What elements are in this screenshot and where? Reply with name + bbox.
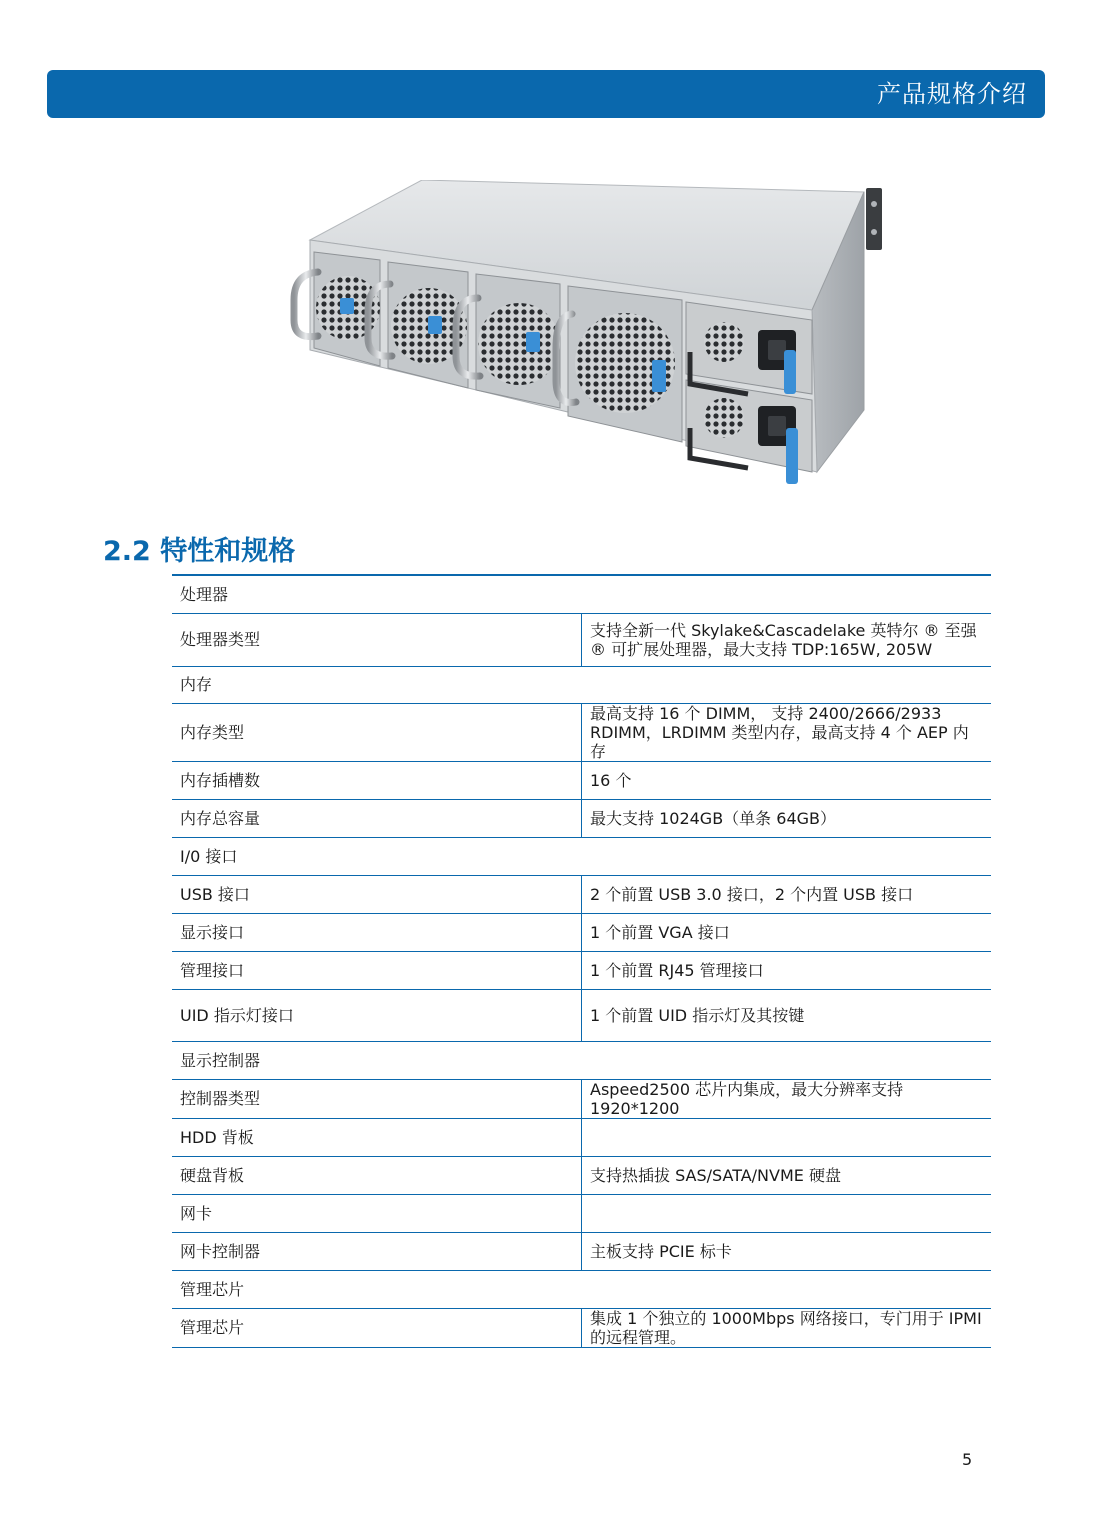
spec-label: UID 指示灯接口 bbox=[172, 989, 582, 1041]
spec-category-label: 处理器 bbox=[172, 576, 991, 613]
spec-label: 网卡控制器 bbox=[172, 1232, 582, 1270]
spec-category-label: 显示控制器 bbox=[172, 1041, 991, 1079]
spec-value: 支持热插拔 SAS/SATA/NVME 硬盘 bbox=[582, 1156, 992, 1194]
spec-row bbox=[172, 1194, 991, 1232]
spec-label: HDD 背板 bbox=[172, 1118, 582, 1156]
spec-value bbox=[582, 1194, 992, 1232]
spec-row bbox=[172, 703, 991, 761]
spec-value: 最大支持 1024GB（单条 64GB） bbox=[582, 799, 992, 837]
spec-value: 支持全新一代 Skylake&Cascadelake 英特尔 ® 至强 ® 可扩展处理器，最大支持 TDP:165W, 205W bbox=[582, 613, 992, 666]
spec-label: 网卡 bbox=[172, 1194, 582, 1232]
spec-category-row bbox=[172, 576, 991, 613]
spec-value: 1 个前置 UID 指示灯及其按键 bbox=[582, 989, 992, 1041]
spec-row bbox=[172, 1308, 991, 1347]
spec-row bbox=[172, 1156, 991, 1194]
spec-row bbox=[172, 1118, 991, 1156]
spec-label: 管理接口 bbox=[172, 951, 582, 989]
server-product-image bbox=[272, 180, 892, 500]
spec-category-row bbox=[172, 666, 991, 703]
spec-row bbox=[172, 761, 991, 799]
spec-label: 硬盘背板 bbox=[172, 1156, 582, 1194]
spec-category-label: I/0 接口 bbox=[172, 837, 991, 875]
spec-row bbox=[172, 989, 991, 1041]
spec-label: 内存插槽数 bbox=[172, 761, 582, 799]
spec-label: 内存总容量 bbox=[172, 799, 582, 837]
spec-value: 集成 1 个独立的 1000Mbps 网络接口，专门用于 IPMI 的远程管理。 bbox=[582, 1308, 992, 1347]
header-title: 产品规格介绍 bbox=[877, 80, 1027, 108]
spec-label: 控制器类型 bbox=[172, 1079, 582, 1118]
spec-value: 16 个 bbox=[582, 761, 992, 799]
spec-row bbox=[172, 1232, 991, 1270]
spec-label: 管理芯片 bbox=[172, 1308, 582, 1347]
section-heading: 2.2 特性和规格 bbox=[103, 536, 296, 567]
spec-value: Aspeed2500 芯片内集成，最大分辨率支持 1920*1200 bbox=[582, 1079, 992, 1118]
spec-label: USB 接口 bbox=[172, 875, 582, 913]
spec-value: 最高支持 16 个 DIMM， 支持 2400/2666/2933 RDIMM，LRDIMM 类型内存，最高支持 4 个 AEP 内存 bbox=[582, 703, 992, 761]
spec-row bbox=[172, 951, 991, 989]
spec-row bbox=[172, 1079, 991, 1118]
spec-category-label: 管理芯片 bbox=[172, 1270, 991, 1308]
spec-row bbox=[172, 613, 991, 666]
spec-category-row bbox=[172, 837, 991, 875]
header-bar bbox=[47, 70, 1045, 118]
spec-row bbox=[172, 799, 991, 837]
spec-label: 内存类型 bbox=[172, 703, 582, 761]
spec-table bbox=[172, 576, 991, 1348]
spec-value: 主板支持 PCIE 标卡 bbox=[582, 1232, 992, 1270]
spec-value: 2 个前置 USB 3.0 接口，2 个内置 USB 接口 bbox=[582, 875, 992, 913]
spec-value: 1 个前置 RJ45 管理接口 bbox=[582, 951, 992, 989]
spec-label: 处理器类型 bbox=[172, 613, 582, 666]
spec-category-row bbox=[172, 1041, 991, 1079]
spec-value bbox=[582, 1118, 992, 1156]
spec-value: 1 个前置 VGA 接口 bbox=[582, 913, 992, 951]
spec-row bbox=[172, 875, 991, 913]
spec-category-label: 内存 bbox=[172, 666, 991, 703]
spec-label: 显示接口 bbox=[172, 913, 582, 951]
spec-category-row bbox=[172, 1270, 991, 1308]
page-number: 5 bbox=[962, 1450, 973, 1469]
spec-row bbox=[172, 913, 991, 951]
